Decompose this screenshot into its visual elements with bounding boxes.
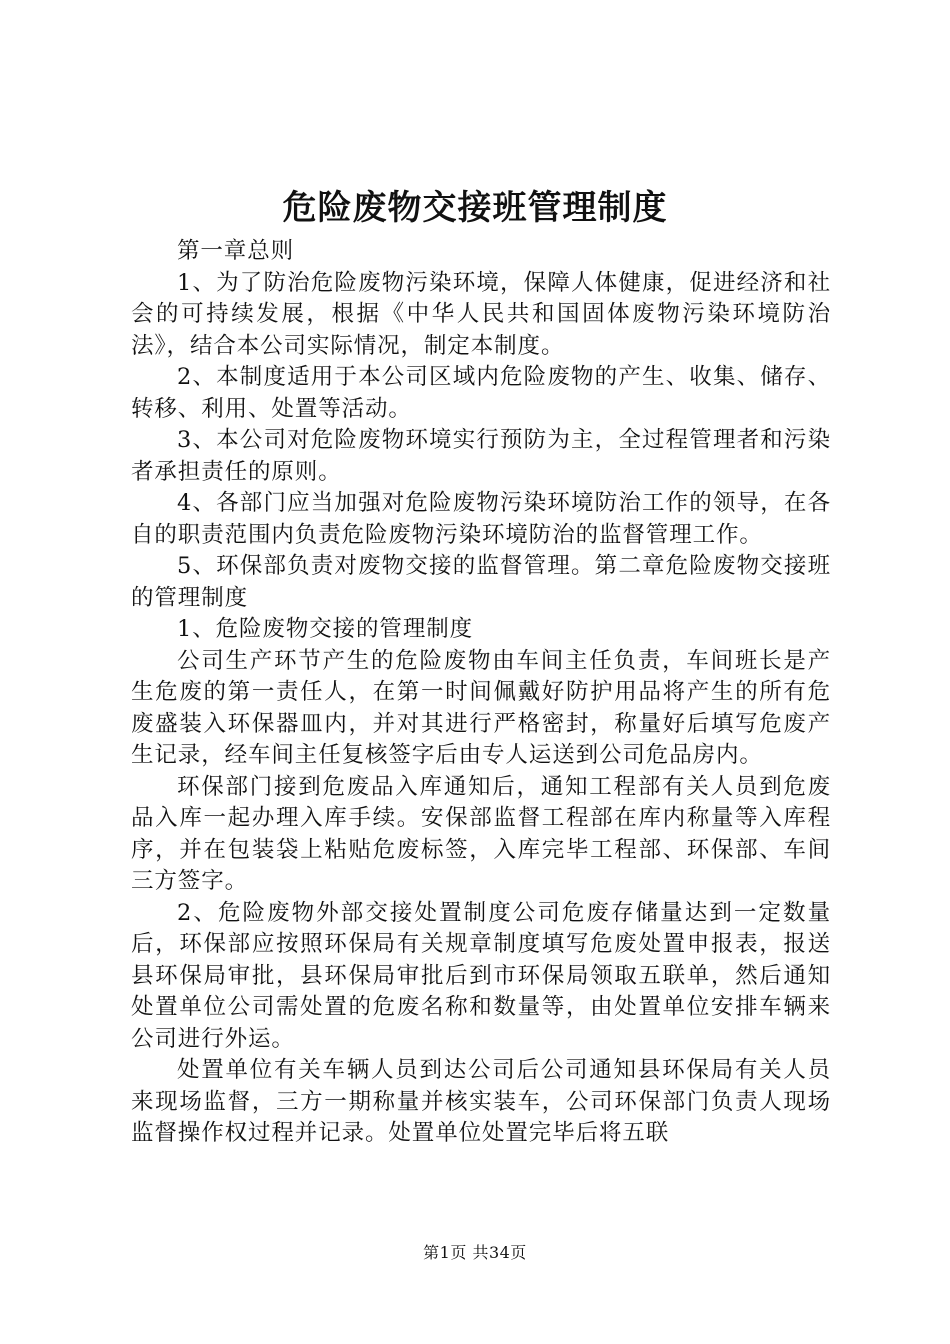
document-title: 危险废物交接班管理制度 [282,188,668,228]
paragraph: 1、为了防治危险废物污染环境，保障人体健康，促进经济和社会的可持续发展，根据《中华人民共和国固体废物污染环境防治法》，结合本公司实际情况，制定本制度。 [131,269,831,359]
document-body [131,236,831,1150]
paragraph: 公司生产环节产生的危险废物由车间主任负责，车间班长是产生危废的第一责任人，在第一时间佩戴好防护用品将产生的所有危废盛装入环保器皿内，并对其进行严格密封，称量好后填写危废产生记录，经车间主任复核签字后由专人运送到公司危品房内。 [131,647,831,768]
section-heading: 1、危险废物交接的管理制度 [177,616,474,642]
paragraph: 处置单位有关车辆人员到达公司后公司通知县环保局有关人员来现场监督，三方一期称量并核实装车，公司环保部门负责人现场监督操作权过程并记录。处置单位处置完毕后将五联 [131,1057,831,1146]
paragraph: 环保部门接到危废品入库通知后，通知工程部有关人员到危废品入库一起办理入库手续。安保部监督工程部在库内称量等入库程序，并在包装袋上粘贴危废标签，入库完毕工程部、环保部、车间三方签字。 [131,773,831,894]
chapter-heading-general: 第一章总则 [177,238,295,264]
paragraph: 3、本公司对危险废物环境实行预防为主，全过程管理者和污染者承担责任的原则。 [131,427,831,485]
page-number-footer: 第1页 共34页 [423,1243,527,1262]
paragraph: 5、环保部负责对废物交接的监督管理。第二章危险废物交接班的管理制度 [131,553,831,611]
paragraph: 2、本制度适用于本公司区域内危险废物的产生、收集、储存、转移、利用、处置等活动。 [131,364,831,422]
paragraph: 4、各部门应当加强对危险废物污染环境防治工作的领导，在各自的职责范围内负责危险废物污染环境防治的监督管理工作。 [131,490,831,548]
paragraph: 2、危险废物外部交接处置制度公司危废存储量达到一定数量后，环保部应按照环保局有关规章制度填写危废处置申报表，报送县环保局审批，县环保局审批后到市环保局领取五联单，然后通知处置单位公司需处置的危废名称和数量等，由处置单位安排车辆来公司进行外运。 [131,899,831,1052]
